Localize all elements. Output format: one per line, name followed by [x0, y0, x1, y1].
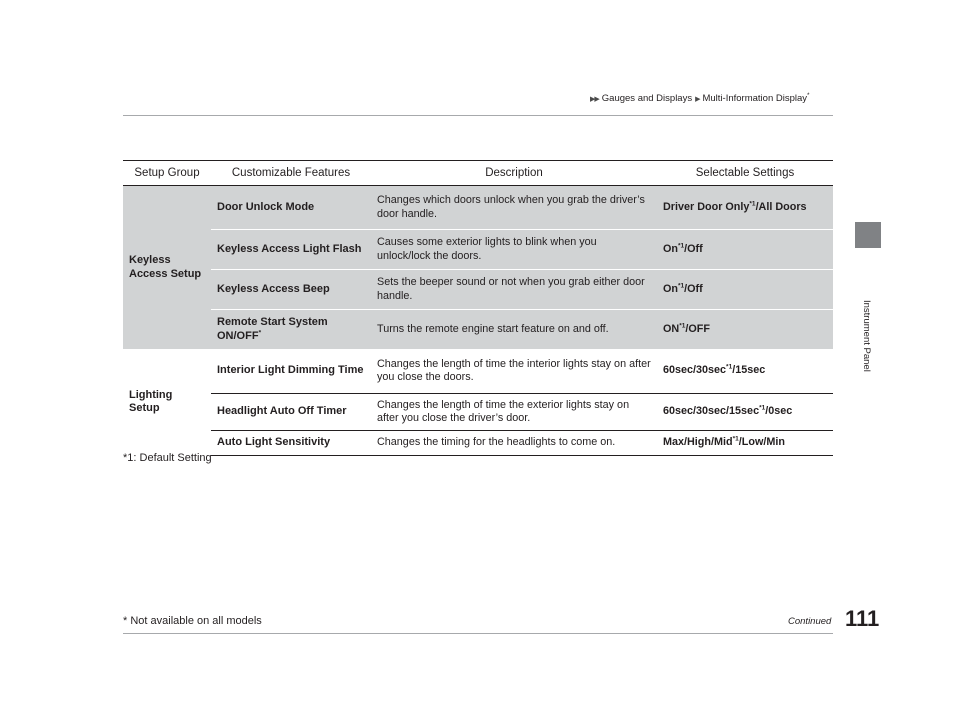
table-row: [123, 349, 833, 394]
settings-cell: [657, 270, 833, 310]
default-marker: *1: [759, 404, 766, 412]
setup-group-label: Keyless Access Setup: [123, 186, 211, 350]
settings-options: /OFF: [685, 322, 710, 335]
feature-cell: [211, 310, 371, 350]
header-rule: [123, 115, 833, 116]
feature-name: Door Unlock Mode: [217, 200, 315, 213]
table-row: [123, 230, 833, 270]
settings-cell: [657, 230, 833, 270]
default-setting-footnote: *1: Default Setting: [123, 452, 212, 464]
breadcrumb: [590, 93, 810, 104]
section-tab-label: Instrument Panel: [861, 300, 872, 372]
column-header: Customizable Features: [211, 161, 371, 186]
continued-label: Continued: [788, 616, 832, 627]
settings-options: /Off: [684, 282, 703, 295]
page-number: 111: [845, 606, 880, 631]
settings-options: On: [663, 242, 678, 255]
description-cell: Changes the timing for the headlights to come on.: [371, 431, 657, 456]
feature-cell: [211, 394, 371, 431]
column-header: Setup Group: [123, 161, 211, 186]
settings-options: Max/High/Mid: [663, 436, 733, 449]
footer-rule: [123, 633, 833, 634]
description-cell: Turns the remote engine start feature on and off.: [371, 310, 657, 350]
table-row: [123, 186, 833, 230]
description-cell: Changes the length of time the interior lights stay on after you close the doors.: [377, 357, 651, 383]
table-row: [123, 310, 833, 350]
settings-cell: [657, 394, 833, 431]
settings-cell: [657, 310, 833, 350]
feature-name: Interior Light Dimming Time: [217, 364, 364, 377]
default-marker: *1: [749, 200, 756, 208]
breadcrumb-item[interactable]: Multi-Information Display*: [702, 91, 810, 104]
default-marker: *1: [678, 242, 685, 250]
feature-cell: [211, 431, 371, 456]
settings-options: ON: [663, 322, 680, 335]
settings-options: /0sec: [765, 405, 793, 418]
settings-options: 60sec/30sec: [663, 364, 727, 377]
feature-name: Headlight Auto Off Timer: [217, 405, 347, 418]
default-marker: *1: [732, 435, 739, 443]
table-row: [123, 431, 833, 456]
settings-options: /15sec: [732, 364, 766, 377]
setup-group-label: Lighting Setup: [129, 388, 173, 415]
settings-options: /Low/Min: [738, 436, 785, 449]
settings-options: Driver Door Only: [663, 200, 750, 213]
description-cell: Sets the beeper sound or not when you grab either door handle.: [371, 270, 657, 310]
feature-name: Keyless Access Beep: [217, 282, 330, 295]
feature-name: Keyless Access Light Flash: [217, 242, 362, 255]
table-row: [123, 270, 833, 310]
feature-asterisk: *: [258, 328, 262, 336]
settings-cell: [657, 186, 833, 230]
settings-cell: [657, 349, 833, 394]
double-arrow-icon: ▶▶: [590, 95, 599, 103]
settings-options: /Off: [684, 242, 703, 255]
models-footnote: * Not available on all models: [123, 615, 262, 627]
breadcrumb-item[interactable]: Gauges and Displays: [601, 93, 693, 104]
settings-options: /All Doors: [755, 200, 807, 213]
description-cell: Changes the length of time the exterior lights stay on after you close the driver’s door.: [371, 394, 657, 431]
default-marker: *1: [678, 282, 685, 290]
table-header-row: [123, 161, 833, 186]
customization-table: [123, 160, 833, 456]
description-cell: Causes some exterior lights to blink when you unlock/lock the doors.: [371, 230, 657, 270]
default-marker: *1: [726, 363, 733, 371]
table-row: [123, 394, 833, 431]
feature-name: Auto Light Sensitivity: [217, 436, 331, 449]
feature-cell: [211, 230, 371, 270]
column-header: Description: [371, 161, 657, 186]
feature-cell: [211, 186, 371, 230]
feature-cell: [211, 270, 371, 310]
section-tab-marker: [855, 222, 881, 248]
description-cell: Changes which doors unlock when you grab the driver’s door handle.: [371, 186, 657, 230]
feature-name: Remote Start System ON/OFF: [217, 315, 328, 342]
feature-cell: [211, 349, 371, 394]
column-header: Selectable Settings: [657, 161, 833, 186]
arrow-icon: ▶: [695, 95, 700, 103]
settings-options: On: [663, 282, 678, 295]
default-marker: *1: [679, 322, 686, 330]
settings-options: 60sec/30sec/15sec: [663, 405, 760, 418]
settings-cell: [657, 431, 833, 456]
